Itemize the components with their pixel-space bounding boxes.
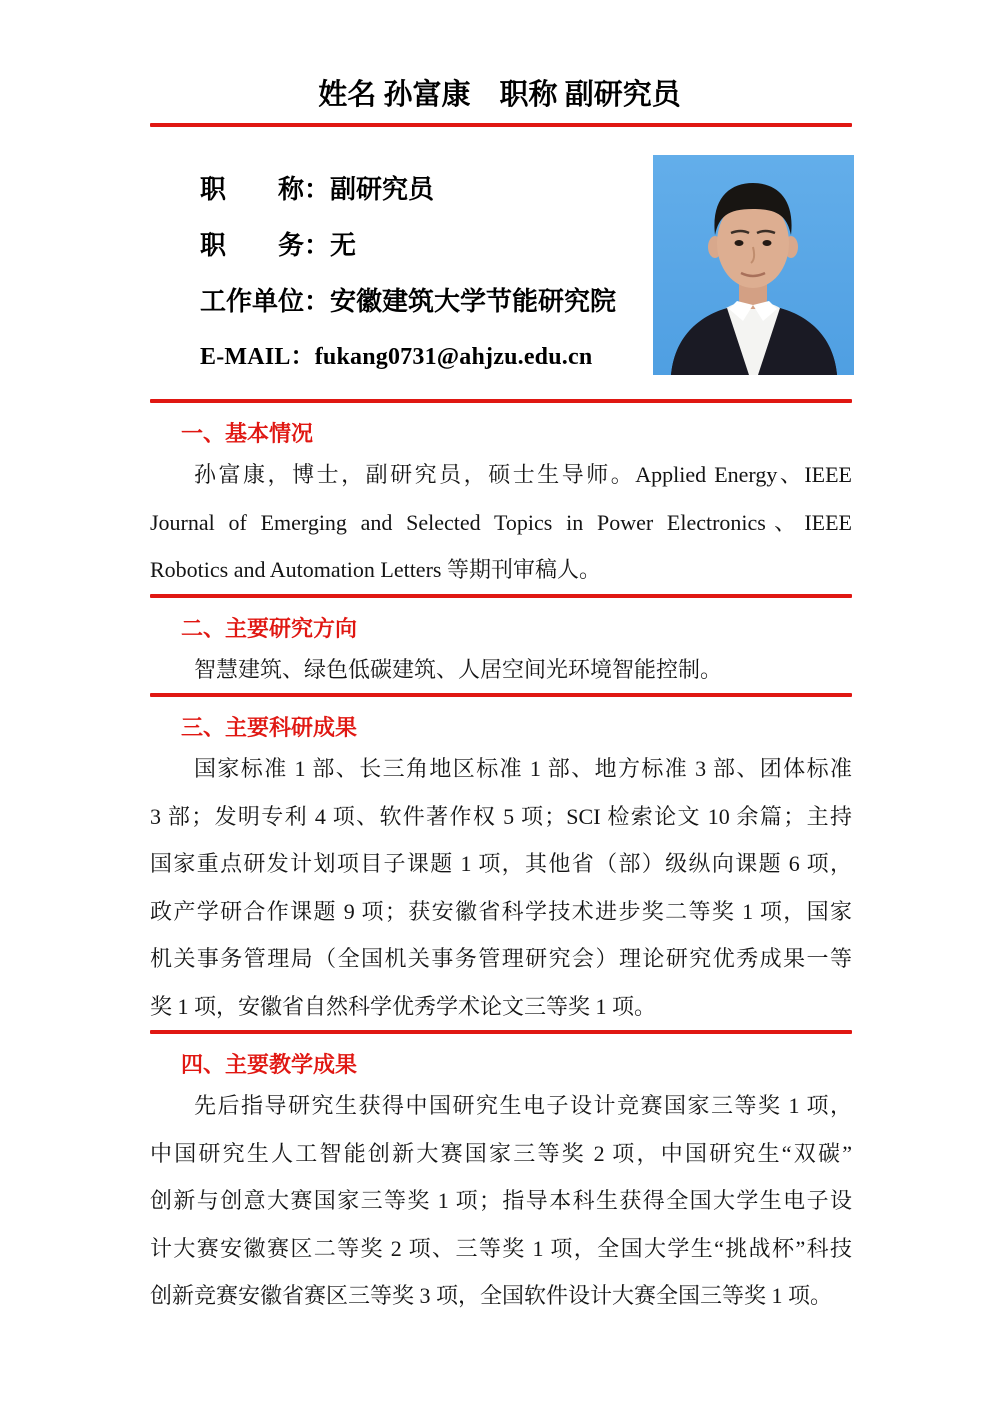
paragraph-line: 智慧建筑、绿色低碳建筑、人居空间光环境智能控制。 [194, 656, 723, 682]
info-label: 职 务： [200, 230, 331, 260]
paragraph-line: Journal of Emerging and Selected Topics in Power Electronics、IEEE [150, 509, 852, 535]
section-body-3 [150, 745, 852, 1030]
paragraph-line: 政产学研合作课题 9 项；获安徽省科学技术进步奖二等奖 1 项，国家 [150, 898, 852, 924]
info-block [200, 175, 640, 371]
section-body-1 [150, 451, 852, 594]
section-heading-2: 二、主要研究方向 [181, 615, 358, 641]
section-heading-4: 四、主要教学成果 [181, 1052, 358, 1077]
info-label: E-MAIL： [200, 344, 315, 370]
info-value: fukang0731@ahjzu.edu.cn [314, 344, 593, 370]
section-divider [150, 594, 852, 598]
section-heading-1: 一、基本情况 [181, 421, 314, 446]
section-heading-3: 三、主要科研成果 [181, 715, 358, 740]
info-label: 工作单位： [200, 286, 331, 316]
info-value: 安徽建筑大学节能研究院 [330, 286, 617, 316]
paragraph-line: 国家标准 1 部、长三角地区标准 1 部、地方标准 3 部、团体标准 [194, 756, 852, 781]
page-title: 姓名 孙富康 职称 副研究员 [318, 79, 681, 111]
paragraph-line: 中国研究生人工智能创新大赛国家三等奖 2 项，中国研究生“双碳” [150, 1140, 852, 1166]
info-row-title [200, 175, 640, 203]
paragraph-line: 孙富康，博士，副研究员，硕士生导师。Applied Energy、IEEE [194, 462, 852, 487]
paragraph-line: 奖 1 项，安徽省自然科学优秀学术论文三等奖 1 项。 [150, 993, 657, 1019]
profile-photo [653, 155, 854, 375]
section-divider [150, 1030, 852, 1034]
info-label: 职 称： [200, 174, 331, 204]
paragraph-line: 计大赛安徽赛区二等奖 2 项、三等奖 1 项，全国大学生“挑战杯”科技 [150, 1235, 852, 1261]
title-divider [150, 123, 852, 127]
paragraph-line: Robotics and Automation Letters 等期刊审稿人。 [150, 557, 601, 582]
paragraph-line: 创新竞赛安徽省赛区三等奖 3 项，全国软件设计大赛全国三等奖 1 项。 [150, 1283, 833, 1308]
section-body-4 [150, 1082, 852, 1320]
info-value: 无 [330, 230, 357, 260]
section-body-2 [150, 646, 852, 694]
section-divider [150, 399, 852, 403]
section-divider [150, 693, 852, 697]
paragraph-line: 3 部；发明专利 4 项、软件著作权 5 项；SCI 检索论文 10 余篇；主持 [150, 803, 852, 829]
info-row-duty [200, 231, 640, 259]
paragraph-line: 国家重点研发计划项目子课题 1 项，其他省（部）级纵向课题 6 项， [150, 851, 852, 876]
info-value: 副研究员 [330, 174, 435, 204]
info-row-workunit [200, 287, 640, 315]
paragraph-line: 创新与创意大赛国家三等奖 1 项；指导本科生获得全国大学生电子设 [150, 1188, 852, 1213]
paragraph-line: 机关事务管理局（全国机关事务管理研究会）理论研究优秀成果一等 [150, 946, 852, 971]
paragraph-line: 先后指导研究生获得中国研究生电子设计竞赛国家三等奖 1 项， [194, 1093, 852, 1118]
info-row-email [200, 343, 640, 371]
